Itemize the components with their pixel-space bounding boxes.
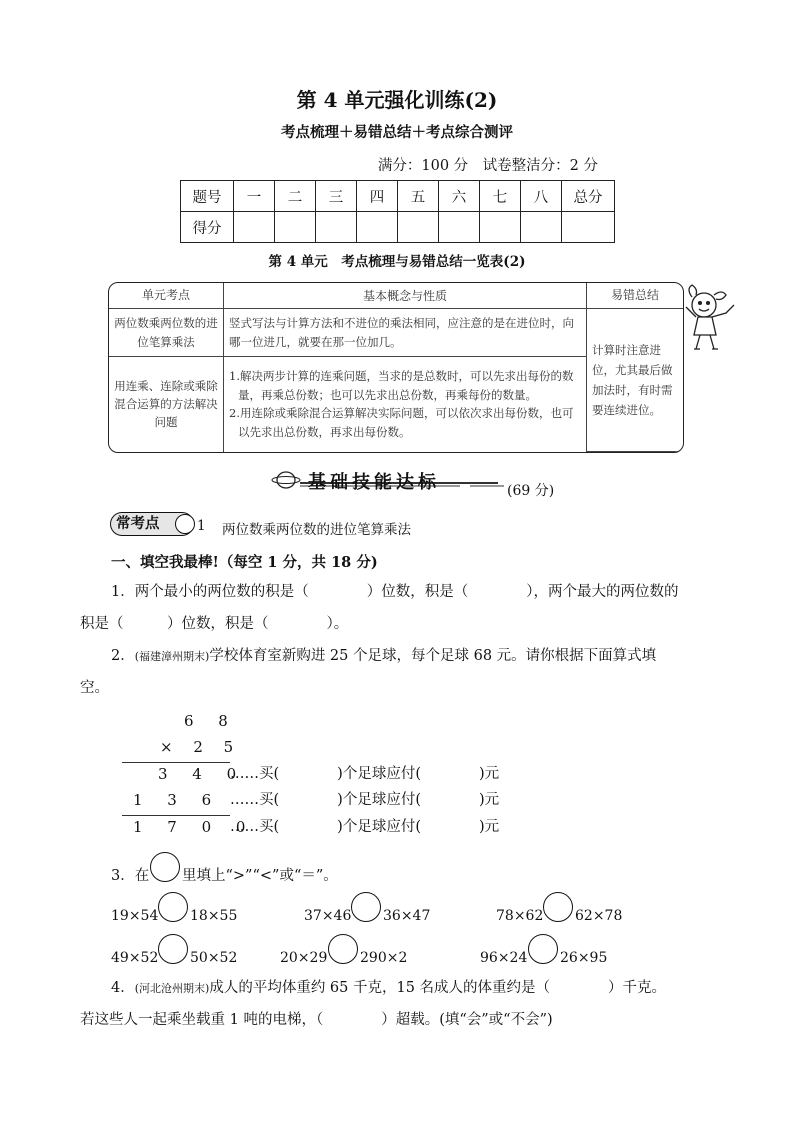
score-cell[interactable]: [234, 212, 275, 243]
calc-fill-2: ……买( )个足球应付( )元: [230, 792, 500, 808]
page-title: 第 4 单元强化训练(2): [296, 88, 498, 112]
question-1-line-2: 积是（ ）位数，积是（ ）。: [80, 616, 349, 632]
score-cell[interactable]: [439, 212, 480, 243]
summary-concept-item: 1.解决两步计算的连乘问题，当求的是总数时，可以先求出每份的数量，再乘总份数；也可以先求出总份数，再乘每份的数量。: [229, 369, 574, 402]
score-meta: 满分：100 分 试卷整洁分：2 分: [377, 158, 598, 174]
summary-concept: [224, 357, 587, 452]
key-point-number: 1: [197, 518, 206, 534]
calc-line: [122, 762, 230, 763]
score-cell[interactable]: [357, 212, 398, 243]
banner-title: 基础技能达标: [308, 472, 440, 493]
compare-left: 20×29: [280, 950, 328, 966]
calc-product: 1 7 0 0: [133, 818, 256, 836]
question-4-line-2: 若这些人一起乘坐载重 1 吨的电梯，（ ）超载。(填“会”或“不会”): [80, 1012, 553, 1028]
score-cell[interactable]: [316, 212, 357, 243]
score-col: 二: [275, 181, 316, 212]
summary-concept-item: 2.用连除或乘除混合运算解决实际问题，可以依次求出每份数，也可以先求出总份数，再求出每份数。: [229, 406, 574, 439]
summary-header: 基本概念与性质: [224, 283, 587, 309]
calc-partial-1: 3 4 0: [158, 765, 247, 783]
question-4-line-1: [111, 972, 666, 1005]
compare-left: 96×24: [480, 950, 528, 966]
score-cell[interactable]: [275, 212, 316, 243]
compare-right: 50×52: [190, 950, 238, 966]
score-col-total: 总分: [562, 181, 615, 212]
score-col: 七: [480, 181, 521, 212]
calc-line: [122, 815, 230, 816]
compare-circle-icon: [150, 852, 180, 882]
compare-blank-circle[interactable]: [351, 892, 381, 922]
summary-point: 用连乘、连除或乘除混合运算的方法解决问题: [109, 357, 224, 452]
calc-fill-1: ……买( )个足球应付( )元: [230, 766, 500, 782]
score-row-label: 得分: [181, 212, 234, 243]
score-cell[interactable]: [521, 212, 562, 243]
question-2-line-2: 空。: [80, 680, 109, 696]
compare-blank-circle[interactable]: [543, 892, 573, 922]
score-table-score-row: [181, 212, 615, 243]
score-cell[interactable]: [480, 212, 521, 243]
summary-caption: 第 4 单元 考点梳理与易错总结一览表(2): [268, 254, 526, 270]
badge-circle-icon: [175, 514, 195, 534]
score-col: 三: [316, 181, 357, 212]
question-number: 2．: [111, 648, 135, 664]
compare-right: 26×95: [560, 950, 608, 966]
summary-table: [108, 282, 684, 453]
score-row-label: 题号: [181, 181, 234, 212]
calc-multiplier: × 2 5: [160, 738, 242, 756]
key-point-badge-label: 常考点: [116, 516, 160, 532]
compare-right: 290×2: [360, 950, 408, 966]
score-col: 一: [234, 181, 275, 212]
compare-right: 36×47: [383, 908, 431, 924]
question-text: 学校体育室新购进 25 个足球，每个足球 68 元。请你根据下面算式填: [209, 648, 657, 664]
compare-left: 78×62: [496, 908, 544, 924]
score-col: 五: [398, 181, 439, 212]
summary-header: 易错总结: [587, 283, 684, 309]
compare-left: 19×54: [111, 908, 159, 924]
page-subtitle: 考点梳理＋易错总结＋考点综合测评: [281, 124, 513, 141]
question-number: 4．: [111, 980, 135, 996]
score-table: [180, 180, 615, 243]
compare-blank-circle[interactable]: [528, 934, 558, 964]
section-title: 一、填空我最棒!（每空 1 分，共 18 分): [111, 554, 378, 571]
compare-blank-circle[interactable]: [158, 934, 188, 964]
compare-right: 62×78: [575, 908, 623, 924]
question-source: (河北沧州期末): [134, 982, 210, 995]
compare-left: 37×46: [304, 908, 352, 924]
compare-left: 49×52: [111, 950, 159, 966]
calc-multiplicand: 6 8: [184, 712, 238, 730]
compare-right: 18×55: [190, 908, 238, 924]
question-text: 成人的平均体重约 65 千克，15 名成人的体重约是（ ）千克。: [209, 980, 667, 996]
question-3-post: 里填上“>”“<”或“＝”。: [182, 868, 338, 884]
key-point-title: 两位数乘两位数的进位笔算乘法: [222, 522, 411, 538]
compare-blank-circle[interactable]: [158, 892, 188, 922]
score-col: 四: [357, 181, 398, 212]
score-col: 八: [521, 181, 562, 212]
cartoon-girl-icon: [678, 283, 744, 355]
score-table-header-row: [181, 181, 615, 212]
summary-point: 两位数乘两位数的进位笔算乘法: [109, 309, 224, 357]
question-source: (福建漳州期末): [134, 650, 210, 663]
score-col: 六: [439, 181, 480, 212]
score-cell[interactable]: [562, 212, 615, 243]
question-1-line-1: 1．两个最小的两位数的积是（ ）位数，积是（ ），两个最大的两位数的: [111, 584, 679, 600]
question-2-line-1: [111, 640, 656, 673]
score-cell[interactable]: [398, 212, 439, 243]
calc-partial-2: 1 3 6: [133, 791, 222, 809]
summary-concept: 竖式写法与计算方法和不进位的乘法相同，应注意的是在进位时，向哪一位进几，就要在那一位加几。: [224, 309, 587, 357]
summary-header: 单元考点: [109, 283, 224, 309]
question-3-pre: 3．在: [111, 868, 150, 884]
summary-mistake: 计算时注意进位，尤其最后做加法时，有时需要连续进位。: [587, 309, 684, 452]
calc-fill-3: ……买( )个足球应付( )元: [230, 819, 500, 835]
banner-score: (69 分): [507, 483, 555, 499]
compare-blank-circle[interactable]: [328, 934, 358, 964]
